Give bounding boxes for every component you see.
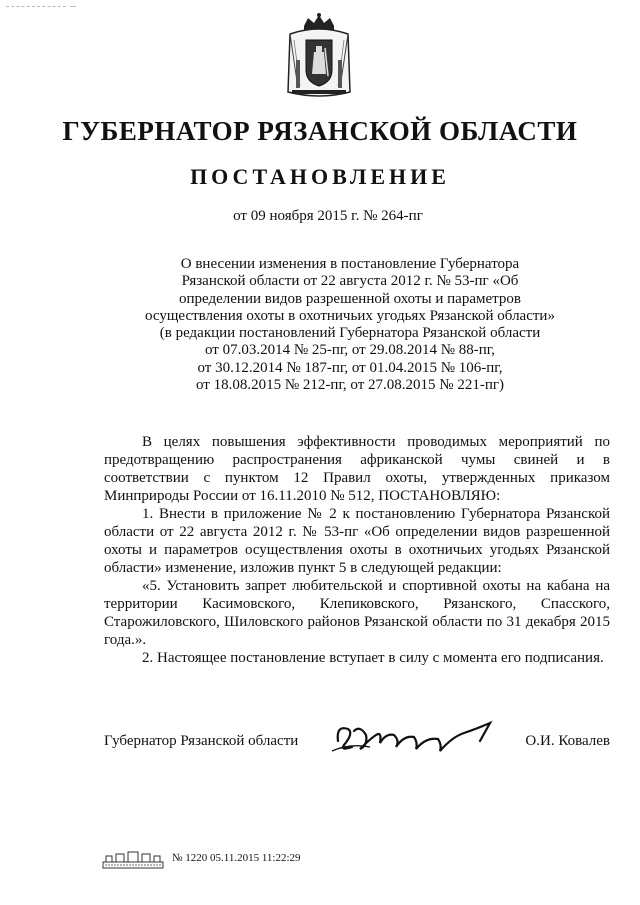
subject-line: от 18.08.2015 № 212-пг, от 27.08.2015 № 221-пг) [196, 377, 504, 394]
document-type: ПОСТАНОВЛЕНИЕ [190, 164, 450, 189]
subject-line: (в редакции постановлений Губернатора Рязанской области [159, 325, 541, 342]
document-body [104, 433, 610, 667]
registration-stamp-text [172, 852, 301, 864]
subject-line: от 07.03.2014 № 25-пг, от 29.08.2014 № 88-пг, [204, 342, 496, 359]
clause-2-paragraph: 2. Настоящее постановление вступает в силу с момента его подписания. [142, 650, 604, 666]
scan-artifact-mark [70, 6, 76, 7]
document-subject [130, 256, 570, 394]
subject-line: Рязанской области от 22 августа 2012 г. № 53-пг «Об [181, 273, 519, 290]
signature-block [0, 733, 640, 763]
subject-line: определении видов разрешенной охоты и параметров [179, 290, 521, 307]
registry-logo-icon [102, 848, 164, 870]
signatory-name: О.И. Ковалев [525, 733, 610, 749]
quoted-amendment-paragraph: «5. Установить запрет любительской и спортивной охоты на кабана на территории Касимовского, Клепиковского, Рязанского, Спасского, Старожиловского, Шиловского районов Рязанской области по 31 декабря 2015 года.». [104, 578, 610, 648]
handwritten-signature-icon [330, 711, 500, 761]
signatory-position: Губернатор Рязанской области [104, 733, 299, 749]
scan-artifact [6, 6, 66, 11]
issuer-title: ГУБЕРНАТОР РЯЗАНСКОЙ ОБЛАСТИ [62, 116, 578, 146]
subject-line: от 30.12.2014 № 187-пг, от 01.04.2015 № 106-пг, [197, 359, 503, 376]
registration-number-icon: № [172, 852, 183, 864]
preamble-paragraph: В целях повышения эффективности проводимых мероприятий по предотвращению распространения африканской чумы свиней и в соответствии с пунктом 12 Правил охоты, утвержденных приказом Минприроды России от 16.11.2010 № 512, ПОСТАНОВЛЯЮ: [104, 434, 610, 504]
clause-1-paragraph: 1. Внести в приложение № 2 к постановлению Губернатора Рязанской области от 22 августа 2012 г. № 53-пг «Об определении видов разрешенной охоты и параметров осуществления охоты в охотничьих угодьях Рязанской области» изменение, изложив пункт 5 в следующей редакции: [104, 506, 610, 576]
registration-info: 1220 05.11.2015 11:22:29 [185, 852, 301, 864]
registration-footer [102, 848, 402, 870]
subject-line: осуществления охоты в охотничьих угодьях Рязанской области» [145, 307, 555, 324]
document-date-number: от 09 ноября 2015 г. № 264-пг [233, 208, 423, 224]
subject-line: О внесении изменения в постановление Губернатора [180, 256, 520, 272]
coat-of-arms-icon [284, 12, 354, 102]
